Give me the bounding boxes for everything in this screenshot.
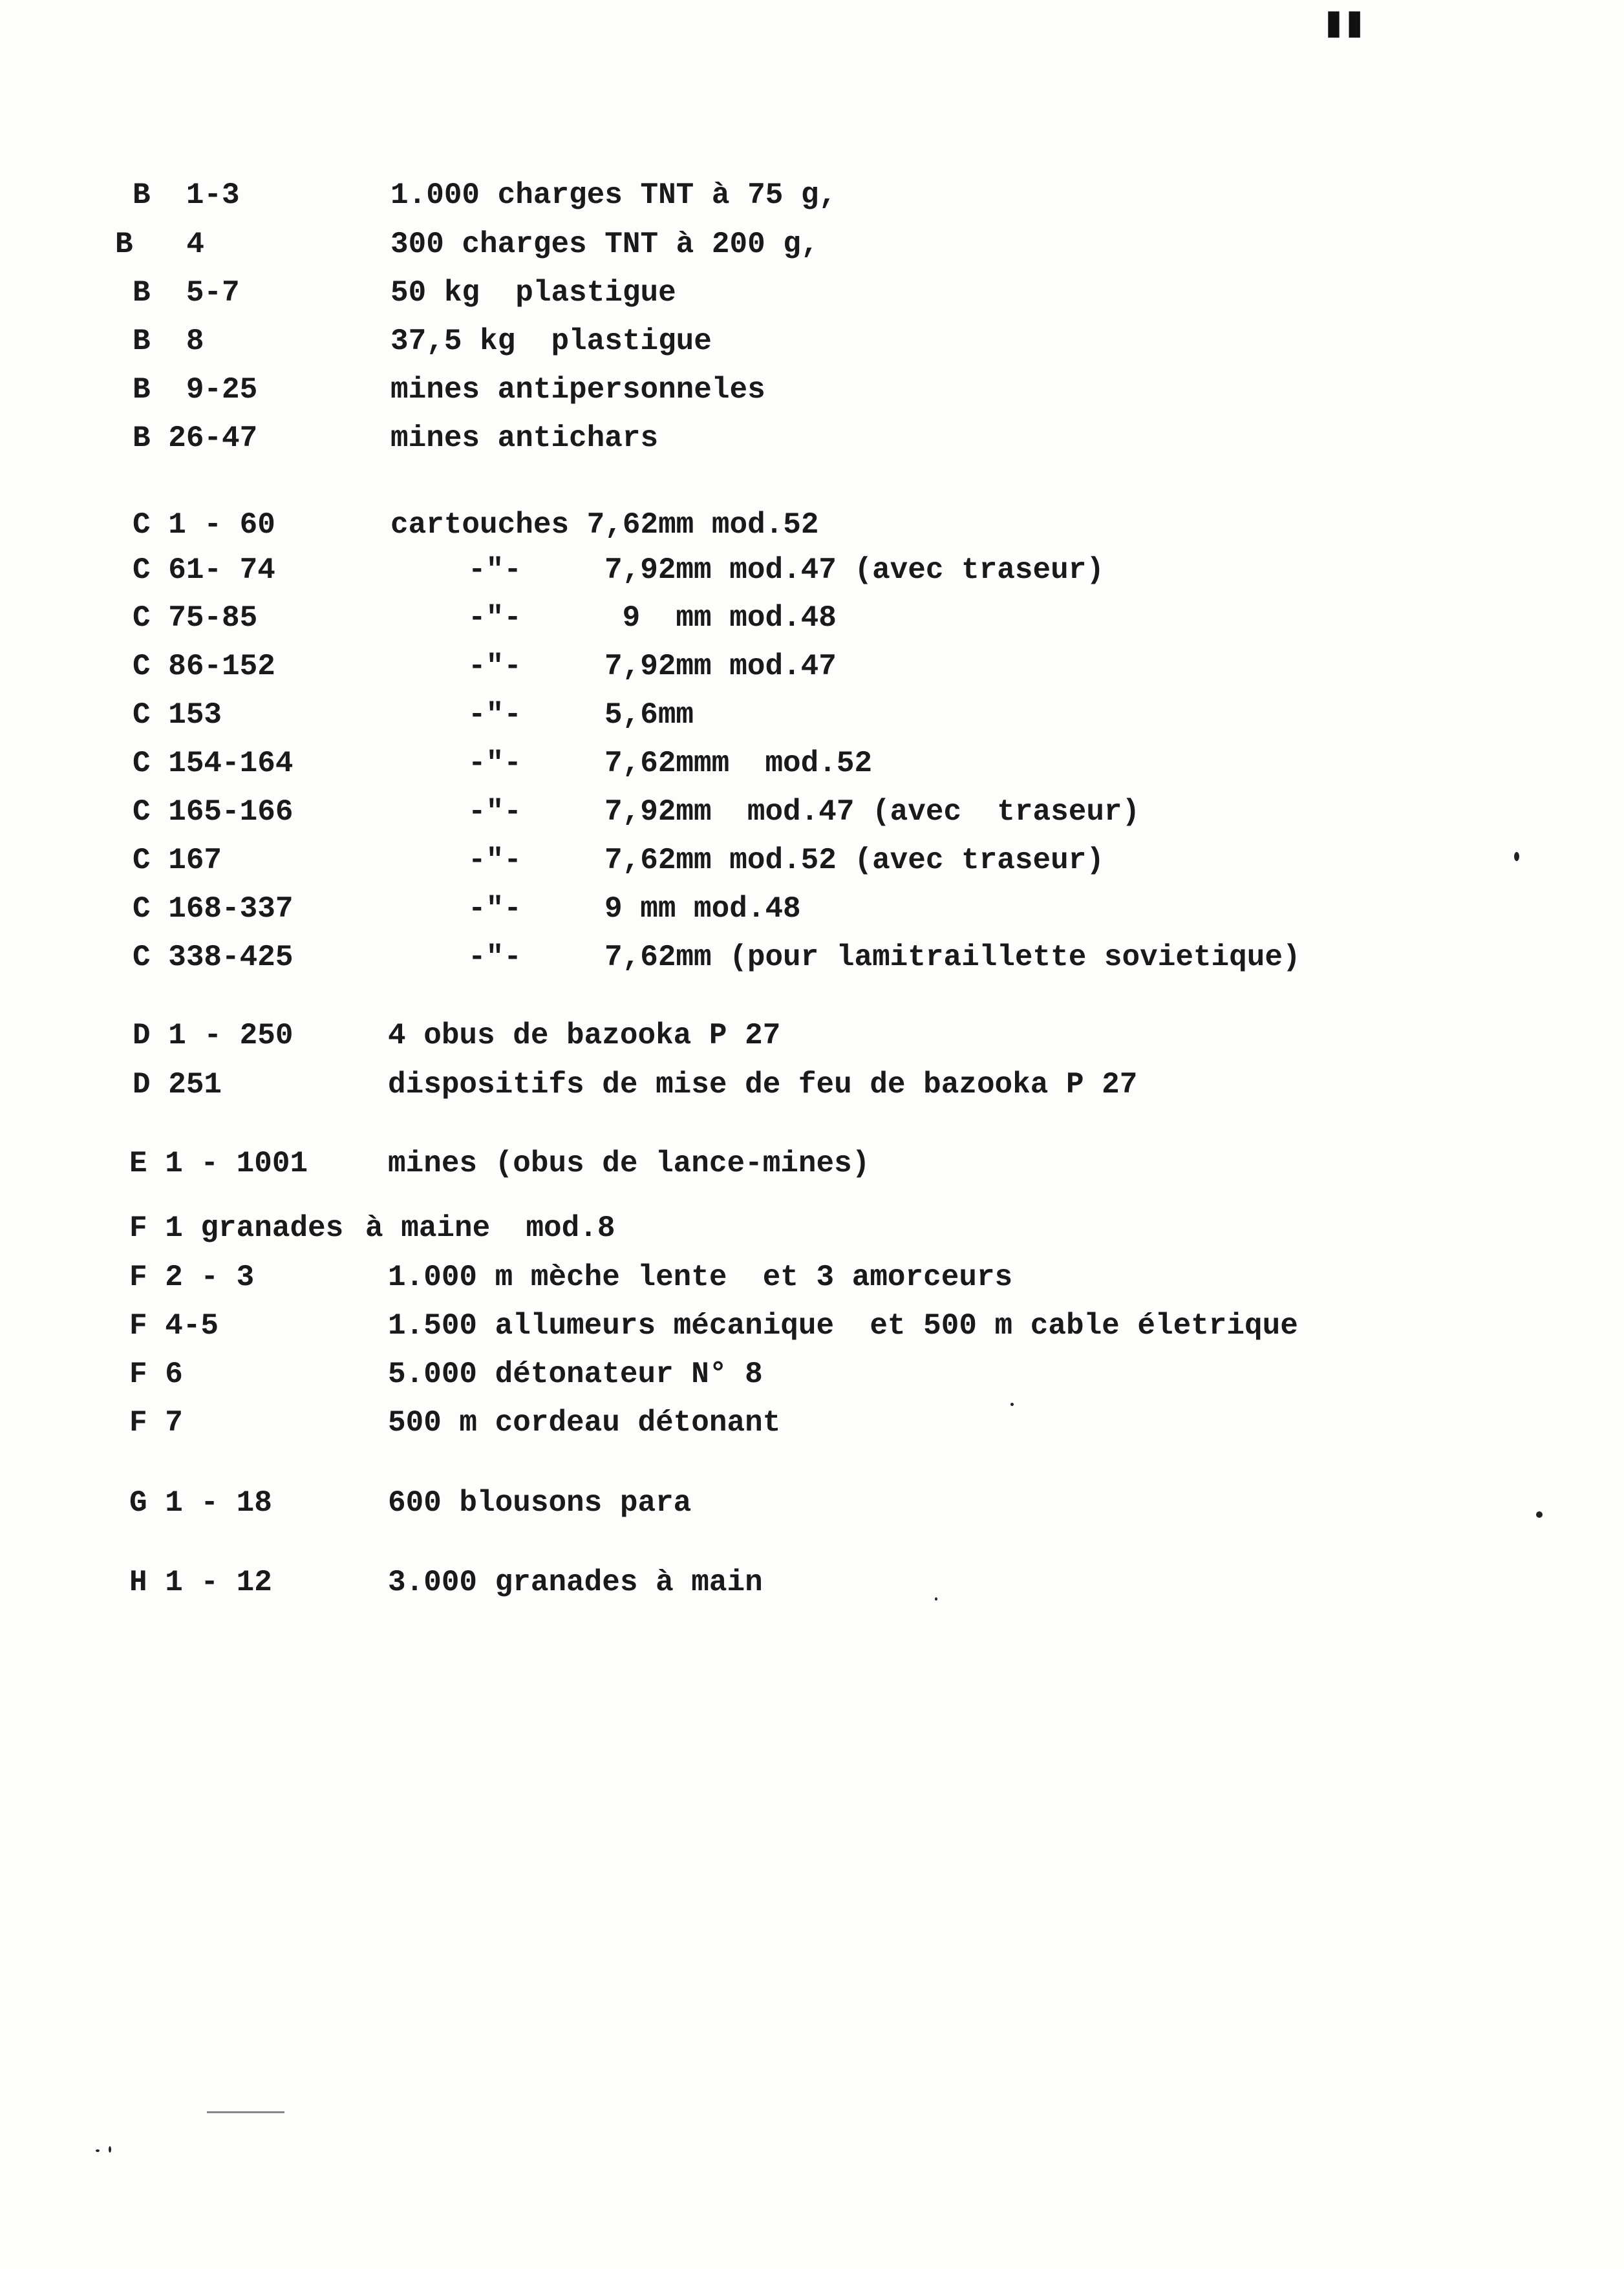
row-specification: 7,92mm mod.47 (avec traseur) xyxy=(604,795,1140,829)
row-code: G 1 - 18 xyxy=(129,1486,272,1520)
inventory-row xyxy=(0,1065,1138,1104)
row-code: H 1 - 12 xyxy=(129,1566,272,1599)
inventory-row xyxy=(0,273,676,312)
row-specification: 5,6mm xyxy=(604,698,694,732)
row-code: F 7 xyxy=(129,1406,183,1440)
inventory-row xyxy=(0,793,1140,831)
row-description: cartouches 7,62mm mod.52 xyxy=(390,508,819,542)
inventory-row xyxy=(0,1144,870,1183)
row-description: 1.000 m mèche lente et 3 amorceurs xyxy=(388,1261,1013,1294)
ditto-mark: -"- xyxy=(468,892,522,926)
row-code: C 86-152 xyxy=(133,650,275,683)
row-code: C 75-85 xyxy=(133,601,258,635)
row-description: 1.500 allumeurs mécanique et 500 m cable életrique xyxy=(388,1309,1298,1343)
scan-stroke xyxy=(207,2111,284,2113)
row-description: 37,5 kg plastigue xyxy=(390,325,712,358)
header-mark: " xyxy=(1319,0,1370,105)
inventory-row xyxy=(0,225,819,264)
inventory-row xyxy=(0,841,1104,880)
row-code: C 167 xyxy=(133,844,222,877)
row-code: B 8 xyxy=(133,325,204,358)
inventory-row xyxy=(0,1258,1013,1297)
row-specification: 7,62mm (pour lamitraillette sovietique) xyxy=(604,941,1301,974)
scan-speck xyxy=(96,2149,100,2152)
ditto-mark: -"- xyxy=(468,941,522,974)
ditto-mark: -"- xyxy=(468,844,522,877)
inventory-row xyxy=(0,696,694,734)
inventory-row xyxy=(0,419,659,458)
inventory-row xyxy=(0,1306,1298,1345)
row-specification: 9 mm mod.48 xyxy=(604,892,801,926)
row-specification: 9 mm mod.48 xyxy=(604,601,837,635)
row-specification: 7,92mm mod.47 xyxy=(604,650,837,683)
inventory-row xyxy=(0,938,1301,977)
inventory-row xyxy=(0,551,1104,590)
row-code: E 1 - 1001 xyxy=(129,1147,308,1180)
ditto-mark: -"- xyxy=(468,795,522,829)
scan-speck xyxy=(1514,852,1519,861)
row-code: C 168-337 xyxy=(133,892,294,926)
ditto-mark: -"- xyxy=(468,650,522,683)
row-code: F 2 - 3 xyxy=(129,1261,255,1294)
row-code: D 251 xyxy=(133,1068,222,1102)
scan-speck xyxy=(1010,1403,1014,1406)
row-specification: 7,62mm mod.52 (avec traseur) xyxy=(604,844,1104,877)
inventory-row xyxy=(0,1355,763,1394)
row-code: B 26-47 xyxy=(133,421,258,455)
row-description: 500 m cordeau détonant xyxy=(388,1406,781,1440)
ditto-mark: -"- xyxy=(468,698,522,732)
inventory-row xyxy=(0,506,819,544)
row-description: mines antichars xyxy=(390,421,659,455)
row-description: 5.000 détonateur N° 8 xyxy=(388,1358,763,1391)
inventory-row xyxy=(0,1484,692,1522)
row-code: C 61- 74 xyxy=(133,553,275,587)
row-code: B 5-7 xyxy=(133,276,240,310)
row-description: mines antipersonneles xyxy=(390,373,765,407)
inventory-row xyxy=(0,889,801,928)
row-code: B 1-3 xyxy=(133,178,240,212)
row-code: F 6 xyxy=(129,1358,183,1391)
scan-speck xyxy=(935,1597,937,1601)
row-code: D 1 - 250 xyxy=(133,1019,294,1052)
row-description: à maine mod.8 xyxy=(365,1211,615,1245)
inventory-row xyxy=(0,322,712,361)
row-description: 1.000 charges TNT à 75 g, xyxy=(390,178,837,212)
row-code: F 4-5 xyxy=(129,1309,219,1343)
ditto-mark: -"- xyxy=(468,601,522,635)
scan-speck xyxy=(109,2146,111,2153)
row-description: 4 obus de bazooka P 27 xyxy=(388,1019,781,1052)
scan-speck xyxy=(1536,1511,1543,1518)
row-description: 600 blousons para xyxy=(388,1486,692,1520)
ditto-mark: -"- xyxy=(468,553,522,587)
row-code: C 338-425 xyxy=(133,941,294,974)
row-description: 300 charges TNT à 200 g, xyxy=(390,228,819,261)
row-code: B 9-25 xyxy=(133,373,258,407)
inventory-row xyxy=(0,599,837,637)
inventory-row xyxy=(0,744,873,783)
row-description: dispositifs de mise de feu de bazooka P 27 xyxy=(388,1068,1138,1102)
inventory-row xyxy=(0,370,765,409)
row-specification: 7,62mmm mod.52 xyxy=(604,747,873,780)
row-specification: 7,92mm mod.47 (avec traseur) xyxy=(604,553,1104,587)
row-code: C 1 - 60 xyxy=(133,508,275,542)
ditto-mark: -"- xyxy=(468,747,522,780)
inventory-row xyxy=(0,647,837,686)
row-code: B 4 xyxy=(115,228,205,261)
row-code: C 165-166 xyxy=(133,795,294,829)
row-code: F 1 granades xyxy=(129,1211,344,1245)
row-code: C 153 xyxy=(133,698,222,732)
inventory-row xyxy=(0,1563,763,1602)
inventory-row xyxy=(0,176,837,215)
inventory-row xyxy=(0,1016,781,1055)
row-code: C 154-164 xyxy=(133,747,294,780)
row-description: 3.000 granades à main xyxy=(388,1566,763,1599)
row-description: 50 kg plastigue xyxy=(390,276,676,310)
inventory-row xyxy=(0,1209,615,1248)
inventory-row xyxy=(0,1403,781,1442)
row-description: mines (obus de lance-mines) xyxy=(388,1147,870,1180)
